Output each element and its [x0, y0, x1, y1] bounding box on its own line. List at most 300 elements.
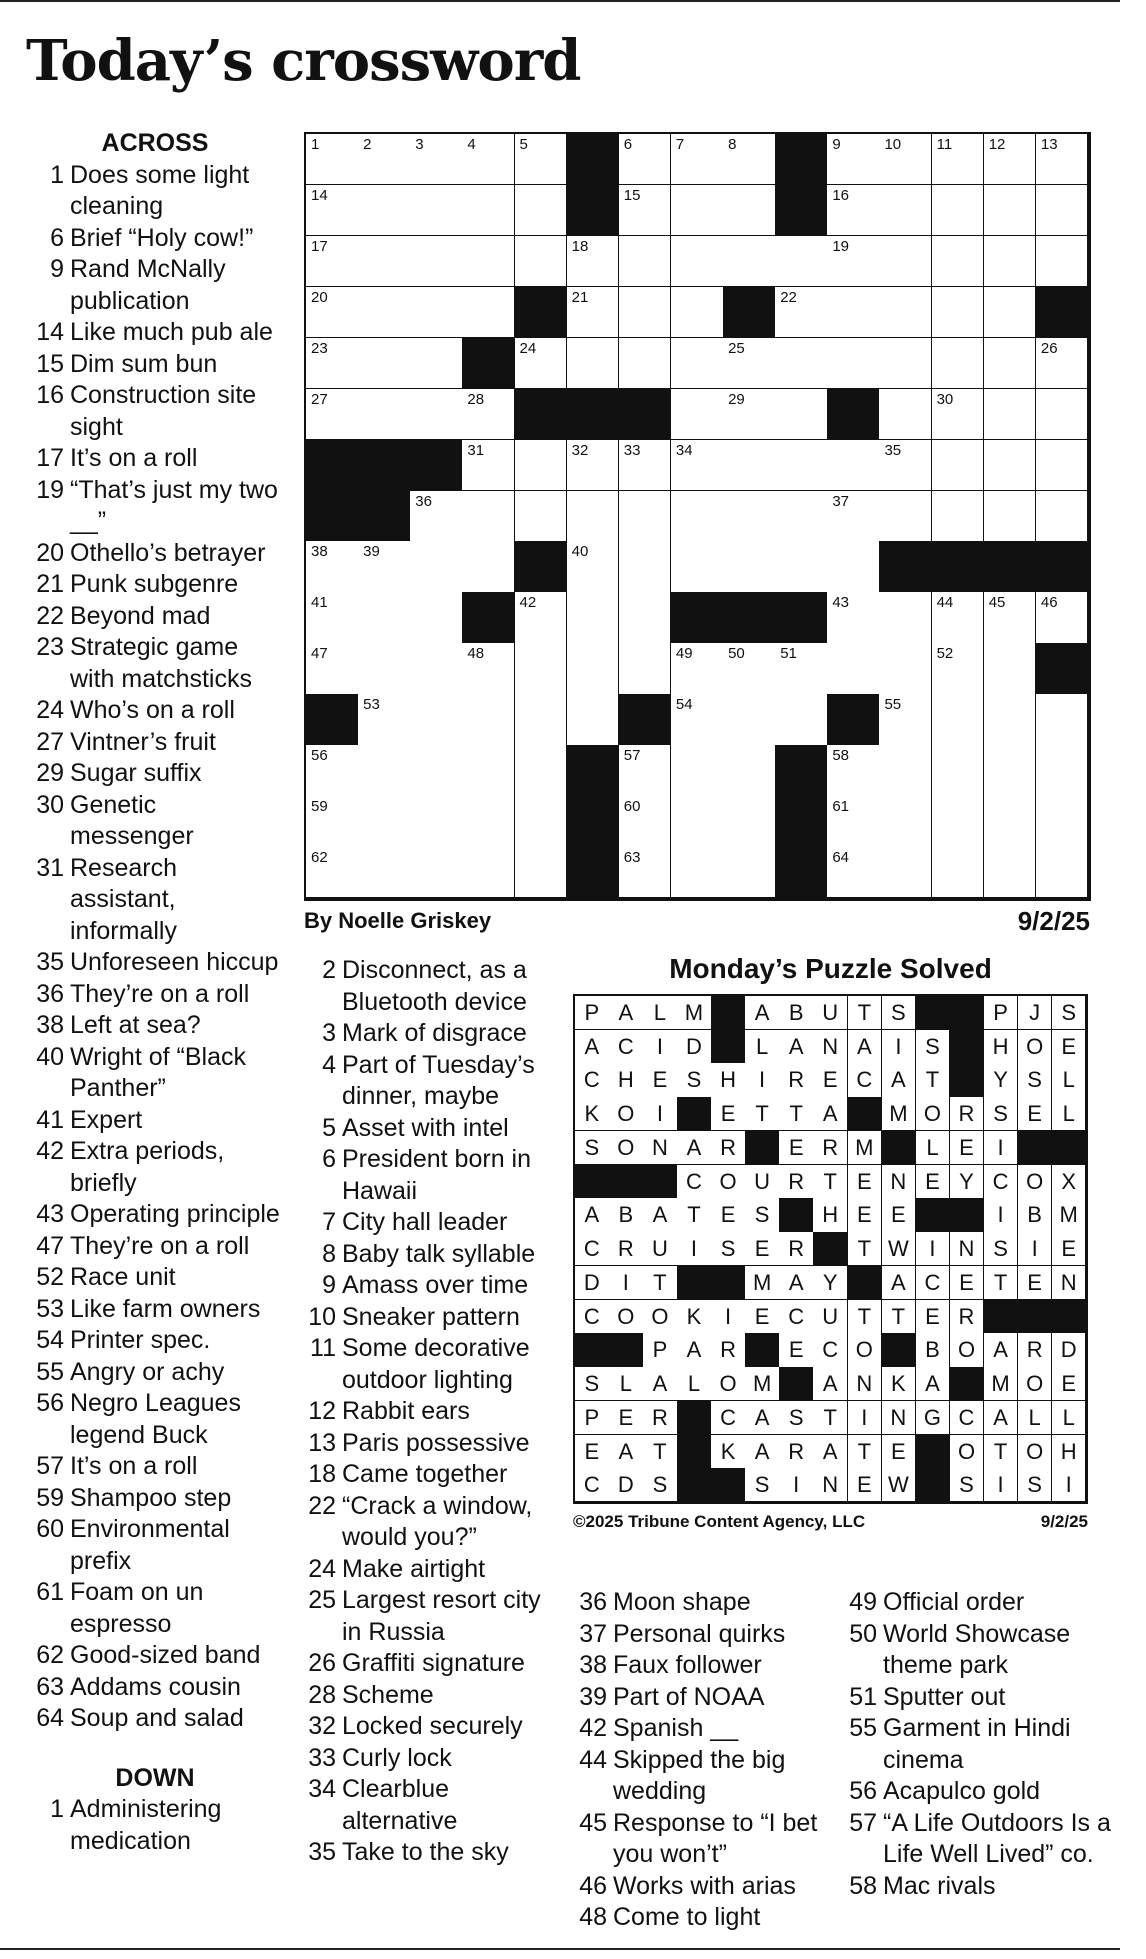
grid-cell[interactable]	[306, 745, 359, 796]
clue-number: 56	[849, 1777, 877, 1805]
grid-cell[interactable]	[358, 134, 411, 185]
grid-cell[interactable]	[306, 847, 359, 898]
grid-cell[interactable]	[462, 389, 515, 440]
clue-number: 6	[322, 1145, 336, 1173]
grid-cell[interactable]	[462, 134, 515, 185]
grid-cell[interactable]	[932, 592, 985, 643]
solution-cell: E	[745, 1232, 780, 1266]
grid-cell[interactable]	[462, 287, 515, 338]
solution-block	[916, 996, 951, 1030]
solution-cell: A	[779, 1266, 814, 1300]
grid-cell[interactable]	[619, 491, 672, 542]
grid-cell[interactable]	[984, 643, 1037, 694]
grid-cell[interactable]	[775, 389, 828, 440]
grid-cell[interactable]	[984, 796, 1037, 847]
grid-cell[interactable]	[671, 745, 724, 796]
grid-cell[interactable]	[932, 796, 985, 847]
clue-number: 22	[308, 1491, 336, 1520]
grid-cell[interactable]	[775, 694, 828, 745]
grid-cell[interactable]	[515, 847, 568, 898]
grid-cell[interactable]	[619, 643, 672, 694]
clue-number: 9	[50, 255, 64, 283]
grid-block	[358, 440, 411, 491]
grid-cell[interactable]	[306, 338, 359, 389]
grid-cell[interactable]	[932, 338, 985, 389]
grid-cell[interactable]	[932, 185, 985, 236]
cell-number: 62	[311, 849, 328, 867]
grid-block	[567, 796, 620, 847]
grid-cell[interactable]	[410, 389, 463, 440]
grid-cell[interactable]	[879, 440, 932, 491]
grid-cell[interactable]	[723, 847, 776, 898]
grid-cell[interactable]	[671, 847, 724, 898]
grid-cell[interactable]	[775, 440, 828, 491]
solution-cell: L	[609, 1367, 644, 1401]
grid-cell[interactable]	[462, 185, 515, 236]
grid-cell[interactable]	[1036, 592, 1089, 643]
grid-cell[interactable]	[723, 338, 776, 389]
grid-cell[interactable]	[462, 643, 515, 694]
solution-block	[848, 1266, 883, 1300]
clue-item	[843, 1587, 1113, 1619]
clue-text: Response to “I bet you won’t”	[613, 1808, 818, 1868]
grid-cell[interactable]	[358, 338, 411, 389]
cell-number: 4	[467, 136, 476, 153]
grid-cell[interactable]	[567, 491, 620, 542]
grid-cell[interactable]	[827, 643, 880, 694]
grid-cell[interactable]	[723, 134, 776, 185]
solution-cell: L	[677, 1367, 712, 1401]
clue-number: 10	[308, 1302, 336, 1331]
grid-cell[interactable]	[827, 796, 880, 847]
clue-item	[30, 1388, 280, 1451]
grid-cell[interactable]	[723, 491, 776, 542]
grid-cell[interactable]	[1036, 745, 1089, 796]
grid-cell[interactable]	[984, 694, 1037, 745]
solution-cell: B	[1018, 1198, 1053, 1232]
clue-number: 57	[36, 1452, 64, 1480]
grid-cell[interactable]	[567, 592, 620, 643]
grid-cell[interactable]	[410, 541, 463, 592]
grid-cell[interactable]	[410, 236, 463, 287]
grid-cell[interactable]	[619, 338, 672, 389]
grid-cell[interactable]	[671, 389, 724, 440]
grid-cell[interactable]	[827, 440, 880, 491]
clue-number: 52	[36, 1263, 64, 1291]
grid-cell[interactable]	[515, 694, 568, 745]
grid-cell[interactable]	[306, 796, 359, 847]
cell-number: 50	[728, 645, 745, 663]
grid-cell[interactable]	[619, 796, 672, 847]
grid-cell[interactable]	[410, 745, 463, 796]
grid-cell[interactable]	[306, 134, 359, 185]
grid-cell[interactable]	[671, 287, 724, 338]
grid-cell[interactable]	[879, 134, 932, 185]
solution-grid	[573, 994, 1088, 1504]
grid-cell[interactable]	[984, 745, 1037, 796]
grid-cell[interactable]	[827, 541, 880, 592]
grid-cell[interactable]	[515, 796, 568, 847]
clue-item	[30, 947, 280, 979]
clue-item	[30, 1262, 280, 1294]
solution-cell: I	[984, 1198, 1019, 1232]
grid-cell[interactable]	[462, 745, 515, 796]
grid-cell[interactable]	[775, 541, 828, 592]
solution-cell: A	[745, 1435, 780, 1469]
solution-cell: C	[677, 1165, 712, 1199]
grid-cell[interactable]	[932, 694, 985, 745]
grid-cell[interactable]	[775, 338, 828, 389]
grid-cell[interactable]	[827, 236, 880, 287]
solution-cell: I	[643, 1097, 678, 1131]
grid-cell[interactable]	[723, 694, 776, 745]
grid-cell[interactable]	[723, 236, 776, 287]
grid-cell[interactable]	[723, 541, 776, 592]
grid-cell[interactable]	[671, 185, 724, 236]
grid-cell[interactable]	[515, 592, 568, 643]
grid-cell[interactable]	[984, 185, 1037, 236]
grid-cell[interactable]	[358, 592, 411, 643]
grid-cell[interactable]	[671, 491, 724, 542]
clue-number: 22	[36, 601, 64, 630]
grid-cell[interactable]	[1036, 389, 1089, 440]
grid-cell[interactable]	[932, 847, 985, 898]
clue-number: 6	[50, 223, 64, 252]
solution-cell: S	[711, 1232, 746, 1266]
cell-number: 15	[623, 186, 641, 204]
grid-cell[interactable]	[358, 389, 411, 440]
grid-cell[interactable]	[515, 491, 568, 542]
grid-block	[775, 745, 828, 796]
grid-cell[interactable]	[879, 643, 932, 694]
grid-cell[interactable]	[671, 338, 724, 389]
grid-cell[interactable]	[1036, 134, 1089, 185]
grid-cell[interactable]	[879, 185, 932, 236]
grid-cell[interactable]	[775, 236, 828, 287]
grid-block	[515, 541, 568, 592]
grid-cell[interactable]	[723, 440, 776, 491]
clue-item	[30, 1105, 280, 1137]
grid-cell[interactable]	[723, 389, 776, 440]
grid-cell[interactable]	[879, 287, 932, 338]
grid-cell[interactable]	[358, 185, 411, 236]
clue-text: Who’s on a roll	[70, 696, 235, 724]
solution-cell: C	[575, 1300, 610, 1334]
grid-cell[interactable]	[932, 236, 985, 287]
solution-block	[779, 1367, 814, 1401]
cell-number: 43	[832, 594, 850, 612]
grid-cell[interactable]	[462, 491, 515, 542]
clue-number: 32	[308, 1712, 336, 1740]
grid-cell[interactable]	[515, 185, 568, 236]
grid-cell[interactable]	[619, 440, 672, 491]
grid-cell[interactable]	[879, 745, 932, 796]
solution-cell: I	[745, 1063, 780, 1097]
clue-number: 40	[36, 1042, 64, 1071]
clue-text: Expert	[70, 1105, 143, 1134]
grid-cell[interactable]	[515, 338, 568, 389]
grid-cell[interactable]	[1036, 847, 1089, 898]
grid-cell[interactable]	[410, 185, 463, 236]
solution-block	[916, 1198, 951, 1232]
grid-cell[interactable]	[410, 643, 463, 694]
solution-cell: R	[779, 1435, 814, 1469]
grid-cell[interactable]	[515, 236, 568, 287]
grid-cell[interactable]	[358, 694, 411, 745]
grid-cell[interactable]	[410, 491, 463, 542]
solution-cell: E	[950, 1266, 985, 1300]
cell-number: 25	[728, 339, 745, 357]
solution-cell: O	[848, 1333, 883, 1367]
grid-cell[interactable]	[827, 134, 880, 185]
grid-cell[interactable]	[515, 643, 568, 694]
clue-text: Wright of “Black Panther”	[70, 1042, 246, 1102]
solution-cell: L	[1018, 1401, 1053, 1435]
grid-cell[interactable]	[984, 338, 1037, 389]
grid-cell[interactable]	[723, 643, 776, 694]
grid-cell[interactable]	[410, 694, 463, 745]
grid-cell[interactable]	[619, 134, 672, 185]
clue-item	[302, 1774, 562, 1837]
grid-cell[interactable]	[827, 847, 880, 898]
grid-cell[interactable]	[775, 287, 828, 338]
cell-number: 42	[519, 594, 537, 612]
grid-cell[interactable]	[827, 287, 880, 338]
grid-cell[interactable]	[619, 847, 672, 898]
grid-cell[interactable]	[515, 134, 568, 185]
grid-cell[interactable]	[619, 236, 672, 287]
solution-cell: E	[779, 1131, 814, 1165]
grid-cell[interactable]	[567, 236, 620, 287]
solution-cell: E	[643, 1063, 678, 1097]
grid-cell[interactable]	[723, 796, 776, 847]
solution-cell: T	[882, 1300, 917, 1334]
solution-cell: L	[916, 1131, 951, 1165]
grid-cell[interactable]	[827, 745, 880, 796]
grid-cell[interactable]	[879, 592, 932, 643]
grid-cell[interactable]	[827, 338, 880, 389]
grid-cell[interactable]	[671, 796, 724, 847]
grid-cell[interactable]	[462, 694, 515, 745]
clue-item	[843, 1776, 1113, 1808]
clue-number: 15	[36, 349, 64, 378]
cell-number: 28	[467, 390, 485, 408]
grid-cell[interactable]	[879, 338, 932, 389]
grid-cell[interactable]	[1036, 338, 1089, 389]
grid-cell[interactable]	[984, 134, 1037, 185]
grid-cell[interactable]	[879, 389, 932, 440]
clue-number: 62	[36, 1641, 64, 1669]
grid-cell[interactable]	[723, 745, 776, 796]
solution-title: Monday’s Puzzle Solved	[669, 953, 992, 984]
grid-cell[interactable]	[1036, 491, 1089, 542]
grid-cell[interactable]	[1036, 185, 1089, 236]
grid-cell[interactable]	[619, 185, 672, 236]
grid-cell[interactable]	[515, 745, 568, 796]
grid-cell[interactable]	[358, 287, 411, 338]
grid-cell[interactable]	[879, 491, 932, 542]
grid-cell[interactable]	[567, 440, 620, 491]
cell-number: 2	[363, 136, 372, 153]
grid-cell[interactable]	[932, 134, 985, 185]
solution-block	[1018, 1131, 1053, 1165]
grid-cell[interactable]	[410, 134, 463, 185]
grid-cell[interactable]	[775, 643, 828, 694]
grid-cell[interactable]	[879, 796, 932, 847]
grid-cell[interactable]	[462, 847, 515, 898]
grid-cell[interactable]	[306, 389, 359, 440]
grid-cell[interactable]	[1036, 440, 1089, 491]
grid-cell[interactable]	[410, 287, 463, 338]
solution-cell: S	[984, 1097, 1019, 1131]
clue-item	[30, 1231, 280, 1263]
grid-cell[interactable]	[462, 236, 515, 287]
grid-cell[interactable]	[358, 643, 411, 694]
grid-cell[interactable]	[932, 491, 985, 542]
solution-cell: P	[643, 1333, 678, 1367]
grid-cell[interactable]	[879, 847, 932, 898]
grid-cell[interactable]	[567, 338, 620, 389]
grid-cell[interactable]	[410, 338, 463, 389]
grid-cell[interactable]	[1036, 236, 1089, 287]
clue-number: 54	[36, 1326, 64, 1354]
grid-cell[interactable]	[567, 643, 620, 694]
grid-cell[interactable]	[827, 185, 880, 236]
grid-cell[interactable]	[619, 541, 672, 592]
solution-cell: E	[1018, 1266, 1053, 1300]
clue-text: Unforeseen hiccup	[70, 948, 279, 976]
clue-number: 25	[308, 1586, 336, 1614]
grid-cell[interactable]	[567, 541, 620, 592]
clue-text: Left at sea?	[70, 1011, 201, 1039]
clue-item	[30, 569, 280, 601]
clue-number: 64	[36, 1704, 64, 1732]
solution-cell: T	[848, 1300, 883, 1334]
grid-cell[interactable]	[306, 541, 359, 592]
grid-cell[interactable]	[1036, 796, 1089, 847]
grid-cell[interactable]	[984, 592, 1037, 643]
grid-cell[interactable]	[984, 847, 1037, 898]
solution-cell: N	[950, 1232, 985, 1266]
grid-cell[interactable]	[462, 796, 515, 847]
cell-number: 23	[311, 339, 328, 357]
clue-item	[30, 1357, 280, 1389]
clue-text: Research assistant, informally	[70, 853, 177, 945]
grid-cell[interactable]	[984, 491, 1037, 542]
cell-number: 48	[467, 645, 485, 663]
solution-cell: I	[711, 1300, 746, 1334]
grid-cell[interactable]	[671, 236, 724, 287]
clue-number: 55	[849, 1714, 877, 1742]
solution-cell: I	[1052, 1468, 1087, 1502]
grid-cell[interactable]	[932, 745, 985, 796]
grid-cell[interactable]	[775, 491, 828, 542]
grid-cell[interactable]	[306, 185, 359, 236]
grid-cell[interactable]	[358, 236, 411, 287]
grid-cell[interactable]	[1036, 694, 1089, 745]
grid-cell[interactable]	[410, 592, 463, 643]
solution-cell: R	[711, 1333, 746, 1367]
grid-cell[interactable]	[932, 287, 985, 338]
clue-text: City hall leader	[342, 1208, 508, 1236]
solution-cell: A	[882, 1266, 917, 1300]
clue-item	[302, 1333, 562, 1396]
grid-cell[interactable]	[827, 491, 880, 542]
solution-cell: B	[779, 996, 814, 1030]
grid-cell[interactable]	[619, 287, 672, 338]
clue-item	[30, 1451, 280, 1483]
solution-cell: R	[711, 1131, 746, 1165]
grid-cell[interactable]	[723, 185, 776, 236]
clue-item	[30, 1010, 280, 1042]
grid-cell[interactable]	[358, 541, 411, 592]
grid-cell[interactable]	[462, 440, 515, 491]
grid-block	[671, 592, 724, 643]
grid-cell[interactable]	[984, 287, 1037, 338]
grid-cell[interactable]	[358, 745, 411, 796]
solution-cell: K	[711, 1435, 746, 1469]
clue-text: World Showcase theme park	[883, 1619, 1071, 1679]
grid-cell[interactable]	[984, 389, 1037, 440]
grid-cell[interactable]	[306, 287, 359, 338]
clue-number: 61	[36, 1578, 64, 1606]
grid-cell[interactable]	[567, 694, 620, 745]
grid-cell[interactable]	[358, 847, 411, 898]
grid-cell[interactable]	[306, 592, 359, 643]
grid-cell[interactable]	[358, 796, 411, 847]
solution-cell: P	[575, 996, 610, 1030]
clue-text: Race unit	[70, 1263, 176, 1291]
solution-date: 9/2/25	[1040, 1512, 1088, 1531]
grid-cell[interactable]	[671, 694, 724, 745]
grid-cell[interactable]	[671, 134, 724, 185]
grid-cell[interactable]	[879, 236, 932, 287]
grid-cell[interactable]	[827, 592, 880, 643]
solution-cell: N	[848, 1367, 883, 1401]
clue-number: 59	[36, 1483, 64, 1512]
clue-number: 16	[36, 381, 64, 409]
solution-cell: B	[916, 1333, 951, 1367]
solution-cell: I	[1018, 1232, 1053, 1266]
solution-cell: W	[882, 1232, 917, 1266]
clue-text: Foam on un espresso	[70, 1578, 204, 1638]
grid-cell[interactable]	[306, 643, 359, 694]
grid-cell[interactable]	[932, 440, 985, 491]
grid-cell[interactable]	[984, 440, 1037, 491]
grid-cell[interactable]	[410, 796, 463, 847]
grid-cell[interactable]	[932, 389, 985, 440]
grid-cell[interactable]	[410, 847, 463, 898]
clue-text: Graffiti signature	[342, 1649, 525, 1677]
grid-cell[interactable]	[619, 592, 672, 643]
clue-text: Part of Tuesday’s dinner, maybe	[342, 1050, 535, 1110]
grid-cell[interactable]	[879, 694, 932, 745]
clue-number: 8	[322, 1239, 336, 1268]
grid-cell[interactable]	[567, 287, 620, 338]
clue-item	[30, 1703, 280, 1735]
grid-cell[interactable]	[671, 541, 724, 592]
cell-number: 40	[571, 543, 589, 561]
grid-cell[interactable]	[619, 745, 672, 796]
grid-cell[interactable]	[984, 236, 1037, 287]
grid-cell[interactable]	[671, 643, 724, 694]
cell-number: 21	[571, 288, 589, 306]
grid-cell[interactable]	[671, 440, 724, 491]
grid-cell[interactable]	[306, 236, 359, 287]
grid-cell[interactable]	[462, 541, 515, 592]
grid-cell[interactable]	[932, 643, 985, 694]
grid-cell[interactable]	[515, 440, 568, 491]
